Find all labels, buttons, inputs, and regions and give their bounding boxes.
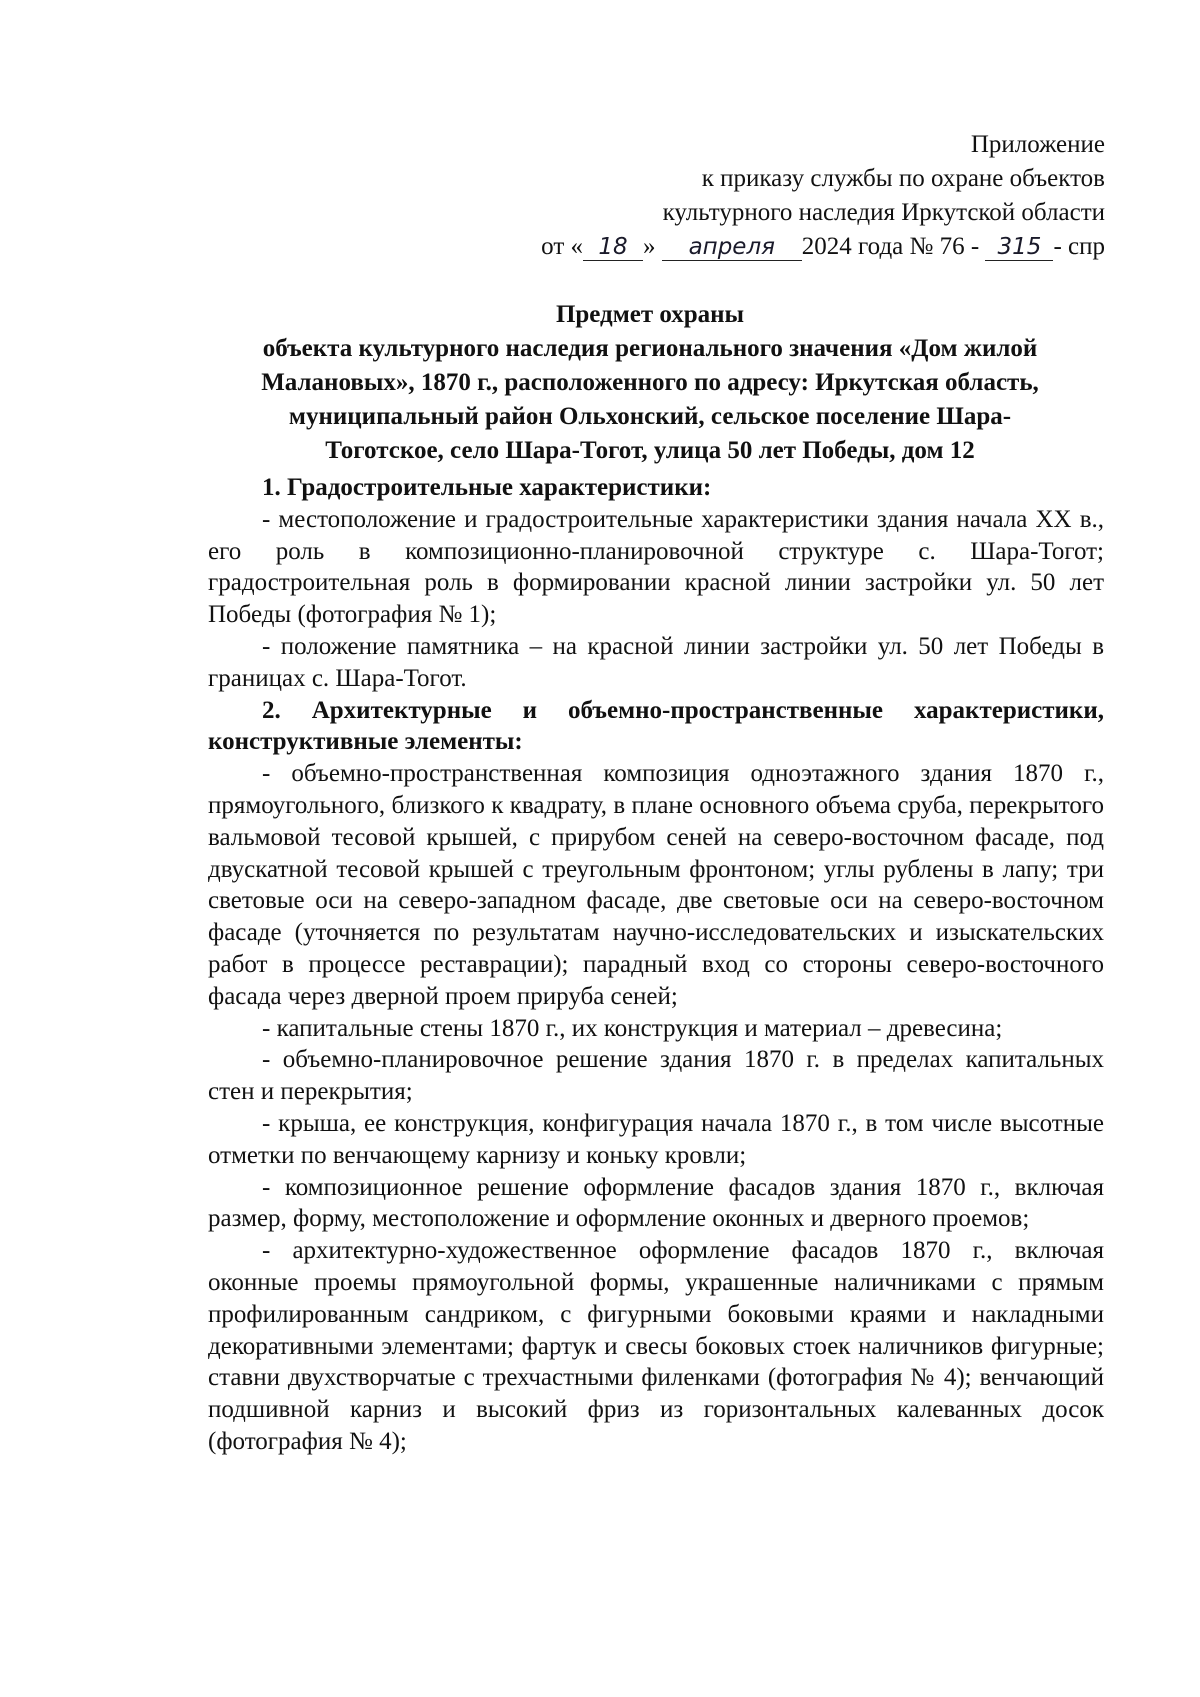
document-body (208, 472, 1104, 1458)
date-year-text: 2024 года № 76 - (801, 233, 980, 260)
document-title (200, 298, 1100, 468)
appendix-date-line (541, 230, 1105, 264)
date-prefix: от « (541, 233, 584, 260)
section-2-item: - объемно-пространственная композиция одноэтажного здания 1870 г., прямоугольного, близкого к квадрату, в плане основного объема сруба, перекрытого вальмовой тесовой крышей, с прирубом сеней на северо-восточном фасаде, под двускатной тесовой крышей с треугольным фронтоном; углы рублены в лапу; три световые оси на северо-западном фасаде, две световые оси на северо-восточном фасаде (уточняется по результатам научно-исследовательских и изыскательских работ в процессе реставрации); парадный вход со стороны северо-восточного фасада через дверной проем прируба сеней; (208, 760, 1104, 1010)
section-2-heading: 2. Архитектурные и объемно-пространственные характеристики, конструктивные элементы: (208, 696, 1104, 756)
title-line-2: объекта культурного наследия регионального значения «Дом жилой (262, 335, 1038, 362)
title-line-5: Тоготское, село Шара-Тогот, улица 50 лет Победы, дом 12 (325, 437, 975, 464)
order-suffix: - спр (1053, 233, 1105, 260)
appendix-authority: культурного наследия Иркутской области (662, 199, 1105, 226)
title-line-3: Малановых», 1870 г., расположенного по адресу: Иркутская область, (261, 369, 1039, 396)
title-line-1: Предмет охраны (555, 301, 745, 328)
handwritten-day: 18 (583, 234, 643, 261)
appendix-header (541, 128, 1105, 264)
section-1-item: - положение памятника – на красной линии застройки ул. 50 лет Победы в границах с. Шара-Тогот. (208, 632, 1104, 692)
section-1-item: - местоположение и градостроительные характеристики здания начала XX в., его роль в композиционно-планировочной структуре с. Шара-Тогот; градостроительная роль в формировании красной линии застройки ул. 50 лет Победы (фотография № 1); (208, 505, 1104, 629)
appendix-label: Приложение (970, 131, 1105, 158)
section-2-item: - объемно-планировочное решение здания 1870 г. в пределах капитальных стен и перекрытия; (208, 1046, 1104, 1106)
handwritten-order-number: 315 (985, 234, 1053, 261)
title-line-4: муниципальный район Ольхонский, сельское поселение Шара- (288, 403, 1012, 430)
section-2-item: - крыша, ее конструкция, конфигурация начала 1870 г., в том числе высотные отметки по венчающему карнизу и коньку кровли; (208, 1109, 1104, 1169)
appendix-order-ref: к приказу службы по охране объектов (701, 165, 1105, 192)
date-quote-close: » (643, 233, 656, 260)
handwritten-month: апреля (662, 234, 802, 261)
section-1-heading: 1. Градостроительные характеристики: (262, 474, 712, 501)
section-2-item: - композиционное решение оформление фасадов здания 1870 г., включая размер, форму, местоположение и оформление оконных и дверного проемов; (208, 1173, 1104, 1233)
section-2-item: - капитальные стены 1870 г., их конструкция и материал – древесина; (262, 1014, 1003, 1042)
section-2-item: - архитектурно-художественное оформление фасадов 1870 г., включая оконные проемы прямоугольной формы, украшенные наличниками с прямым профилированным сандриком, с фигурными боковыми краями и накладными декоративными элементами; фартук и свесы боковых стоек наличников фигурные; ставни двухстворчатые с трехчастными филенками (фотография № 4); венчающий подшивной карниз и высокий фриз из горизонтальных калеванных досок (фотография № 4); (208, 1237, 1104, 1455)
